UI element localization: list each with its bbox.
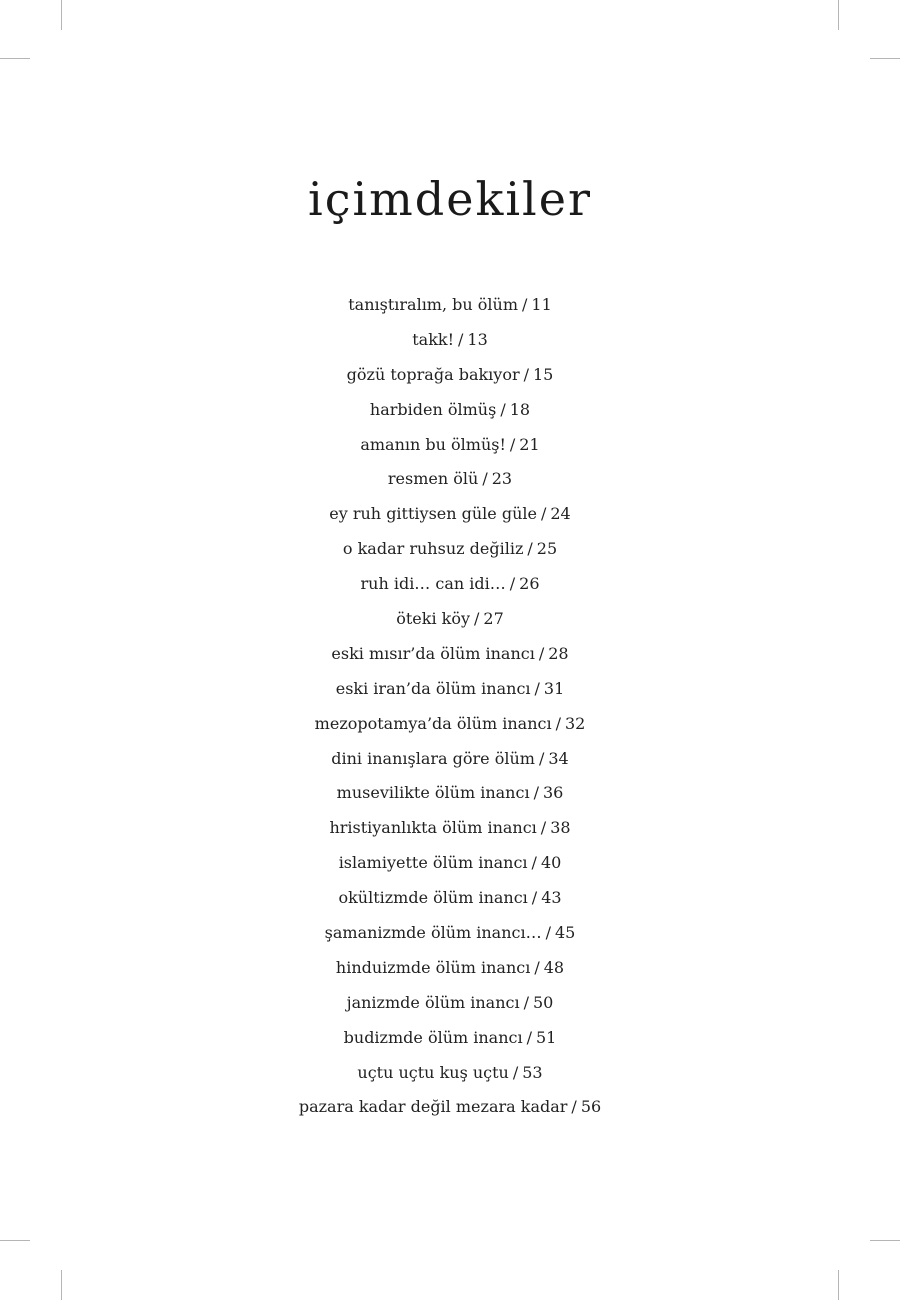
toc-separator: /	[540, 818, 547, 838]
toc-entry-title: takk!	[412, 329, 455, 349]
toc-entry	[0, 532, 900, 567]
toc-separator: /	[534, 957, 540, 977]
toc-entry	[0, 916, 900, 951]
toc-entry-title: pazara kadar değil mezara kadar	[298, 1097, 568, 1117]
toc-entry-title: ruh idi… can idi…	[360, 574, 506, 594]
toc-entry-page-number: 24	[550, 504, 571, 524]
toc-entry-title: islamiyette ölüm inancı	[338, 853, 528, 873]
toc-entry	[0, 811, 900, 846]
crop-mark-top-left-vertical	[61, 0, 62, 30]
toc-entry	[0, 462, 900, 497]
toc-entry	[0, 846, 900, 881]
toc-entry-title: tanıştıralım, bu ölüm	[348, 295, 519, 314]
toc-separator: /	[474, 609, 480, 629]
toc-separator: /	[555, 713, 561, 733]
crop-mark-bottom-left-horizontal	[0, 1240, 30, 1241]
toc-entry-page-number: 32	[564, 713, 586, 733]
toc-separator: /	[538, 643, 545, 663]
toc-separator: /	[512, 1062, 519, 1082]
toc-entry	[0, 672, 900, 707]
crop-mark-bottom-left-vertical	[61, 1270, 62, 1300]
toc-entry-page-number: 27	[483, 609, 504, 629]
toc-entry-page-number: 45	[554, 923, 576, 943]
toc-entry-title: budizmde ölüm inancı	[343, 1027, 523, 1047]
toc-entry-page-number: 26	[519, 574, 540, 594]
toc-entry-title: hinduizmde ölüm inancı	[335, 957, 531, 977]
toc-entry-page-number: 15	[533, 364, 554, 384]
toc-entry	[0, 393, 900, 428]
crop-mark-top-left-horizontal	[0, 58, 30, 59]
toc-entry-page-number: 21	[519, 434, 540, 454]
toc-entry-page-number: 13	[467, 329, 488, 349]
toc-entry-page-number: 34	[548, 748, 569, 768]
toc-entry-page-number: 28	[548, 643, 569, 663]
toc-entry	[0, 986, 900, 1021]
toc-entry	[0, 1056, 900, 1091]
toc-entry-title: şamanizmde ölüm inancı…	[324, 923, 542, 943]
toc-entry-page-number: 18	[509, 399, 531, 419]
toc-entry-page-number: 23	[491, 469, 513, 489]
crop-mark-bottom-right-vertical	[838, 1270, 839, 1300]
toc-entry-title: resmen ölü	[387, 469, 479, 489]
toc-entry-title: okültizmde ölüm inancı	[338, 888, 528, 908]
toc-entry-page-number: 38	[550, 818, 571, 838]
toc-entry-title: eski mısır’da ölüm inancı	[331, 643, 535, 663]
toc-entry-page-number: 31	[543, 678, 565, 698]
toc-entry-title: eski iran’da ölüm inancı	[335, 678, 531, 698]
toc-entry	[0, 358, 900, 393]
toc-separator: /	[523, 992, 529, 1012]
toc-entry-page-number: 43	[541, 888, 562, 908]
toc-entry-title: uçtu uçtu kuş uçtu	[357, 1062, 509, 1082]
toc-entry-page-number: 50	[533, 992, 554, 1012]
toc-entry	[0, 1021, 900, 1056]
toc-separator: /	[527, 539, 533, 559]
toc-entry-page-number: 11	[531, 295, 552, 314]
toc-separator: /	[522, 295, 528, 314]
toc-entry-page-number: 48	[543, 957, 565, 977]
toc-separator: /	[526, 1027, 532, 1047]
crop-mark-top-right-vertical	[838, 0, 839, 30]
toc-separator: /	[533, 783, 539, 803]
page-title: içimdekiler	[308, 172, 592, 226]
toc-entry-page-number: 56	[580, 1097, 602, 1117]
toc-entry	[0, 951, 900, 986]
crop-mark-bottom-right-horizontal	[870, 1240, 900, 1241]
toc-entry	[0, 637, 900, 672]
toc-entry-title: o kadar ruhsuz değiliz	[342, 539, 524, 559]
crop-mark-top-right-horizontal	[870, 58, 900, 59]
toc-entry	[0, 881, 900, 916]
toc-separator: /	[509, 574, 516, 594]
toc-separator: /	[509, 434, 516, 454]
toc-entry-title: dini inanışlara göre ölüm	[331, 748, 535, 768]
toc-separator: /	[538, 748, 545, 768]
toc-entry-title: ey ruh gittiysen güle güle	[329, 504, 537, 524]
table-of-contents	[0, 288, 900, 1125]
toc-entry-page-number: 51	[536, 1027, 557, 1047]
toc-entry	[0, 742, 900, 777]
toc-entry-title: hristiyanlıkta ölüm inancı	[329, 818, 537, 838]
toc-entry	[0, 428, 900, 463]
toc-entry	[0, 1090, 900, 1125]
toc-entry-title: gözü toprağa bakıyor	[346, 364, 520, 384]
toc-entry-page-number: 36	[542, 783, 564, 803]
toc-separator: /	[482, 469, 488, 489]
toc-entry-page-number: 40	[540, 853, 562, 873]
toc-entry-title: harbiden ölmüş	[369, 399, 497, 419]
toc-separator: /	[500, 399, 506, 419]
toc-entry	[0, 497, 900, 532]
toc-entry	[0, 323, 900, 358]
toc-separator: /	[531, 888, 538, 908]
toc-entry	[0, 602, 900, 637]
toc-separator: /	[571, 1097, 577, 1117]
toc-entry-title: janizmde ölüm inancı	[346, 992, 520, 1012]
toc-separator: /	[523, 364, 529, 384]
toc-entry	[0, 567, 900, 602]
toc-separator: /	[540, 504, 547, 524]
toc-entry-page-number: 25	[536, 539, 558, 559]
toc-entry-title: amanın bu ölmüş!	[360, 434, 506, 454]
toc-entry-page-number: 53	[522, 1062, 543, 1082]
toc-entry	[0, 288, 900, 323]
toc-separator: /	[458, 329, 464, 349]
toc-entry	[0, 776, 900, 811]
toc-separator: /	[531, 853, 537, 873]
toc-entry	[0, 707, 900, 742]
toc-entry-title: mezopotamya’da ölüm inancı	[314, 713, 552, 733]
toc-entry-title: musevilikte ölüm inancı	[336, 783, 530, 803]
toc-separator: /	[534, 678, 540, 698]
toc-separator: /	[545, 923, 551, 943]
toc-entry-title: öteki köy	[396, 609, 471, 629]
